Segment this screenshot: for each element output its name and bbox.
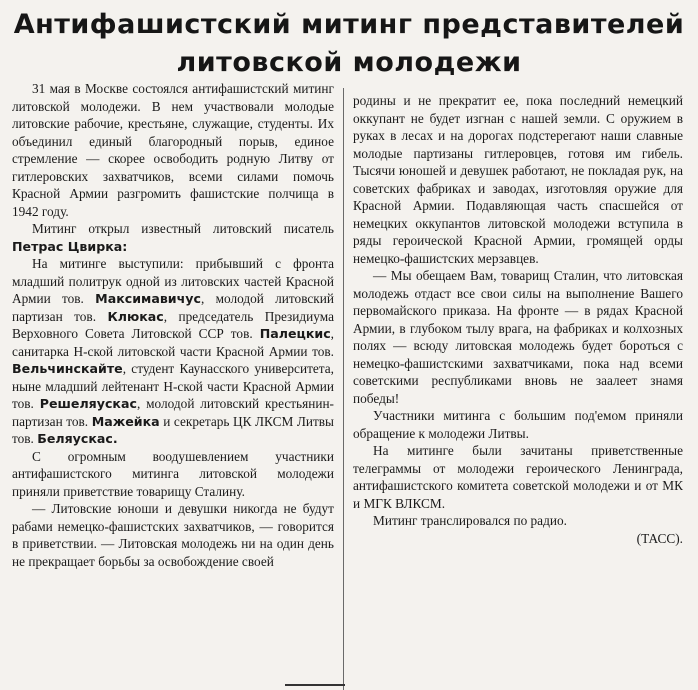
- paragraph-3: [12, 255, 334, 448]
- headline-line-1: Антифашистский митинг представителей: [13, 9, 685, 40]
- text-run: , студент Каунасского университета, ныне младший лейтенант Н-ской части Красной Армии тов.: [12, 361, 334, 411]
- signature: (ТАСС).: [636, 530, 683, 546]
- paragraph-9: На митинге были зачитаны приветственные телеграммы от молодежи героического Ленинграда, антифашистского комитета советской молодежи и от МК и МГК ВЛКСМ.: [353, 443, 683, 511]
- left-column: [12, 80, 334, 570]
- name-belyauskas: Беляускас.: [37, 431, 118, 446]
- name-reshelyauskas: Решеляускас: [39, 396, 137, 411]
- paragraph-1: 31 мая в Москве состоялся антифашистский митинг литовской молодежи. В нем участвовали молодые литовские рабочие, крестьяне, служащие, студенты. Их объединил единый благородный порыв, единое стремление — скорее освободить родную Литву от гитлеровских захватчиков, всеми силами помочь Красной Армии разгромить фашистские полчища в 1942 году.: [12, 81, 334, 219]
- paragraph-2: [12, 220, 334, 255]
- paragraph-6: родины и не прекратит ее, пока последний немецкий оккупант не будет изгнан с нашей земли. С оружием в руках в лесах и на дорогах подстерегают наши славные молодые партизаны гитлеровцев, готовя им гибель. Тысячи юношей и девушек работают, не покладая рук, на советских фабриках и заводах, изготовляя оружие для Красной Армии. Подавляющая часть спасшейся от немецких оккупантов литовской молодежи вступила в ряды героической Красной Армии, громящей орды немецко-фашистских мерзавцев.: [353, 93, 683, 266]
- text-run: и секретарь ЦК ЛКСМ Литвы тов.: [12, 413, 334, 446]
- speaker-name: Петрас Цвирка:: [12, 238, 128, 254]
- bottom-rule: [285, 684, 345, 686]
- text-run: , председатель Президиума Верховного Совета Литовской ССР тов.: [12, 308, 334, 341]
- paragraph-7: — Мы обещаем Вам, товарищ Сталин, что литовская молодежь отдаст все свои силы на выполнение Вашего первомайского приказа. На фронте — в рядах Красной Армии, в глубоком тылу врага, на фабриках и колхозных полях — всюду литовская молодежь будет бороться с немецко-фашистскими захватчиками, пока над всеми советскими республиками вновь не заалеет знамя победы!: [353, 268, 683, 406]
- name-klyukas: Клюкас: [107, 308, 164, 324]
- name-maksimavichus: Максимавичус: [95, 291, 201, 306]
- text-run: На митинге выступили: прибывший с фронта младший политрук одной из литовских частей Красной Армии тов.: [12, 256, 334, 306]
- paragraph-8: Участники митинга с большим под'емом приняли обращение к молодежи Литвы.: [353, 408, 683, 441]
- paragraph-4: С огромным воодушевлением участники антифашистского митинга литовской молодежи приняли приветствие товарищу Сталину.: [12, 448, 334, 499]
- right-column: [353, 92, 683, 547]
- name-paletskis: Палецкис: [259, 326, 331, 341]
- article-headline: [0, 6, 698, 82]
- column-divider: [343, 88, 344, 690]
- paragraph-10: Митинг транслировался по радио.: [373, 513, 567, 528]
- text-run: , молодой литовский крестьянин-партизан тов.: [12, 396, 334, 429]
- text-run: , санитарка Н-ской литовской части Красной Армии тов.: [12, 326, 334, 359]
- name-velchinskaite: Вельчинскайте: [12, 361, 123, 376]
- headline-line-2: литовской молодежи: [176, 47, 522, 78]
- text-run: , молодой литовский партизан тов.: [12, 291, 335, 324]
- paragraph-2-text: Митинг открыл известный литовский писатель: [32, 221, 334, 236]
- paragraph-5: — Литовские юноши и девушки никогда не будут рабами немецко-фашистских захватчиков, — говорится в приветствии. — Литовская молодежь ни на один день не прекращает борьбы за освобождение своей: [12, 501, 334, 569]
- name-mazheika: Мажейка: [91, 413, 160, 429]
